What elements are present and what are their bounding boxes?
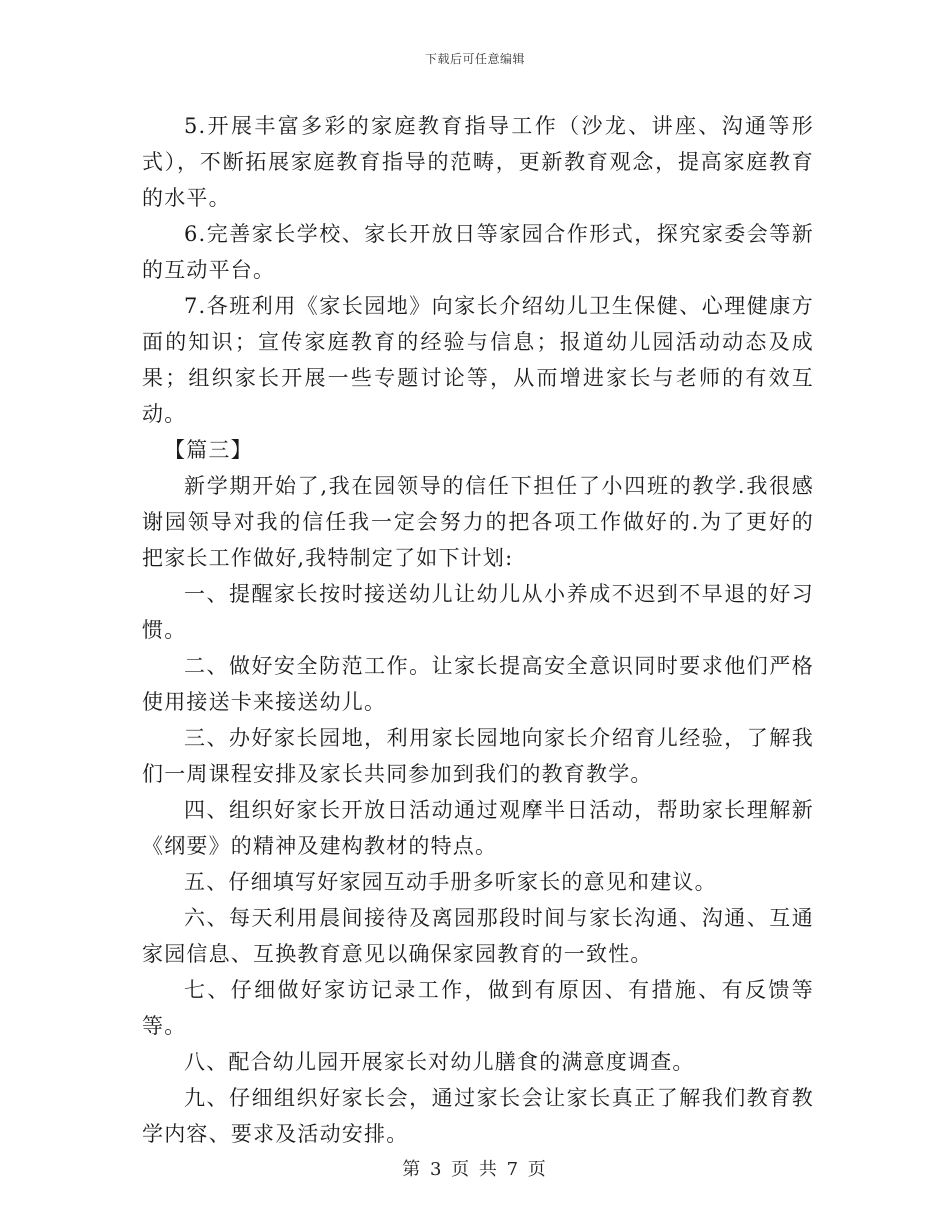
page-header-note: 下载后可任意编辑 — [424, 52, 525, 66]
plan-item-8: 八、配合幼儿园开展家长对幼儿膳食的满意度调查。 — [184, 1050, 695, 1074]
intro-paragraph: 新学期开始了,我在园领导的信任下担任了小四班的教学.我很感谢园领导对我的信任我一定会努力的把各项工作做好的.为了更好的把家长工作做好,我特制定了如下计划: — [142, 474, 814, 570]
paragraph-item-7: 7.各班利用《家长园地》向家长介绍幼儿卫生保健、心理健康方面的知识；宣传家庭教育的经验与信息；报道幼儿园活动动态及成果；组织家长开展一些专题讨论等，从而增进家长与老师的有效互动。 — [142, 294, 814, 426]
plan-item-5: 五、仔细填写好家园互动手册多听家长的意见和建议。 — [184, 870, 717, 894]
paragraph-item-6: 6.完善家长学校、家长开放日等家园合作形式，探究家委会等新的互动平台。 — [142, 222, 814, 282]
plan-item-6: 六、每天利用晨间接待及离园那段时间与家长沟通、沟通、互通家园信息、互换教育意见以确保家园教育的一致性。 — [142, 906, 814, 966]
plan-item-4: 四、组织好家长开放日活动通过观摩半日活动，帮助家长理解新《纲要》的精神及建构教材的特点。 — [142, 798, 814, 858]
plan-item-1: 一、提醒家长按时接送幼儿让幼儿从小养成不迟到不早退的好习惯。 — [142, 582, 814, 642]
page-number: 第 3 页 共 7 页 — [402, 1159, 548, 1180]
plan-item-9: 九、仔细组织好家长会，通过家长会让家长真正了解我们教育教学内容、要求及活动安排。 — [142, 1086, 814, 1146]
plan-item-3: 三、办好家长园地，利用家长园地向家长介绍育儿经验，了解我们一周课程安排及家长共同参加到我们的教育教学。 — [142, 726, 814, 786]
plan-item-7: 七、仔细做好家访记录工作，做到有原因、有措施、有反馈等等。 — [142, 978, 814, 1038]
section-heading: 【篇三】 — [164, 438, 253, 462]
plan-item-2: 二、做好安全防范工作。让家长提高安全意识同时要求他们严格使用接送卡来接送幼儿。 — [142, 654, 814, 714]
document-body — [142, 108, 814, 1152]
paragraph-item-5: 5.开展丰富多彩的家庭教育指导工作（沙龙、讲座、沟通等形式），不断拓展家庭教育指导的范畴，更新教育观念，提高家庭教育的水平。 — [142, 114, 814, 210]
